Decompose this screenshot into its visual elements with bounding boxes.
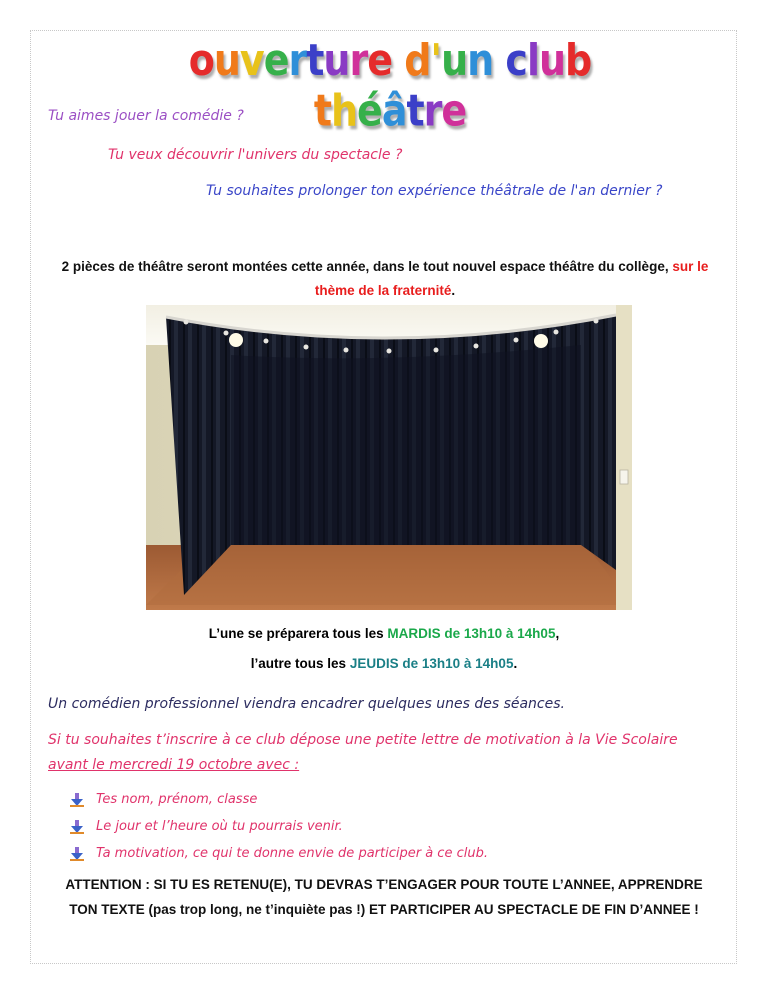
schedule-2-time: de 13h10 à 14h05 [402,656,514,671]
title-letter: l [526,34,539,86]
title-letter: c [505,34,527,86]
intro-text: 2 pièces de théâtre seront montées cette année, dans le tout nouvel espace théâtre du collège, [61,259,669,274]
schedule-2-suffix: . [513,656,518,671]
theatre-photo [146,305,632,610]
theatre-stage-illustration [146,305,632,610]
title-letter: ' [430,34,442,86]
title-letter: t [306,34,324,86]
signup-deadline: avant le mercredi 19 octobre avec : [48,757,300,773]
requirement-1: Tes nom, prénom, classe [96,792,258,807]
title-letter: é [357,85,382,136]
title-letter: r [288,34,307,86]
title-letter: r [423,85,442,136]
title-letter: n [467,34,494,86]
title-letter [493,35,505,86]
requirements-list [70,786,488,867]
list-item [70,813,488,840]
title-letter: u [323,34,350,86]
schedule-line-1 [0,626,768,641]
signup-instructions [48,728,713,778]
intro-end: . [451,283,456,298]
title-letter: e [441,85,467,136]
schedule-1-day: MARDIS [387,626,441,641]
title-letter: e [367,34,392,86]
title-letter: u [538,34,566,86]
attention-notice: ATTENTION : SI TU ES RETENU(E), TU DEVRAS T’ENGAGER POUR TOUTE L’ANNEE, APPRENDRE TON TEXTE (pas trop long, ne t’inquiète pas !) ET PARTICIPER AU SPECTACLE DE FIN D’ANNEE ! [65,877,703,917]
title-letter: u [213,34,240,86]
title-letter: v [239,34,264,86]
title-letter: o [188,34,214,86]
title-letter: â [381,85,407,136]
title-letter: u [441,34,468,86]
requirement-3: Ta motivation, ce qui te donne envie de participer à ce club. [96,846,488,861]
intro-paragraph [45,255,725,303]
bullet-arrow-icon [70,820,84,834]
schedule-2-prefix: l’autre tous les [250,656,347,671]
schedule-1-time: de 13h10 à 14h05 [444,626,556,641]
question-2: Tu veux découvrir l'univers du spectacle ? [108,147,403,163]
list-item [70,840,488,867]
schedule-1-suffix: , [555,626,560,641]
title-letter: e [263,34,289,86]
bullet-arrow-icon [70,847,84,861]
question-1: Tu aimes jouer la comédie ? [48,108,244,124]
schedule-1-prefix: L’une se préparera tous les [208,626,384,641]
comedian-note: Un comédien professionnel viendra encadrer quelques unes des séances. [48,696,565,712]
title-letter: h [330,85,358,136]
title-letter: r [349,34,368,86]
title-letter: t [313,85,331,136]
schedule-2-day: JEUDIS [349,656,399,671]
schedule-line-2 [0,656,768,671]
list-item [70,786,488,813]
requirement-2: Le jour et l’heure où tu pourrais venir. [96,819,343,834]
title-letter: t [406,85,424,136]
page-title [150,34,630,136]
signup-main: Si tu souhaites t’inscrire à ce club dépose une petite lettre de motivation à la Vie Scolaire [48,732,678,748]
intro-theme: sur le thème de la fraternité [314,259,709,298]
question-3: Tu souhaites prolonger ton expérience théâtrale de l'an dernier ? [206,183,663,199]
bullet-arrow-icon [70,793,84,807]
title-letter [392,35,404,86]
title-letter: b [565,34,592,86]
title-letter: d [404,34,431,86]
